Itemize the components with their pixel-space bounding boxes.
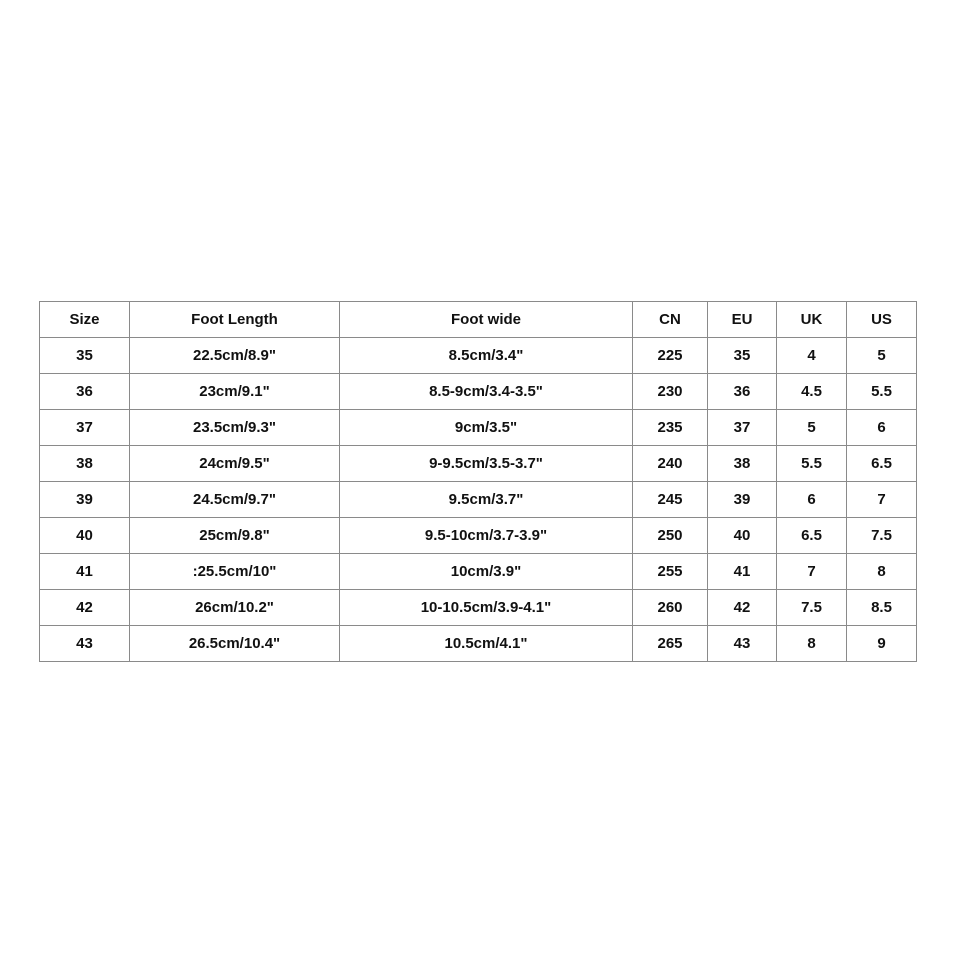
cell-eu: 35 — [708, 338, 777, 374]
table-row — [40, 374, 917, 410]
cell-foot-length: 26cm/10.2" — [130, 590, 340, 626]
cell-us: 9 — [847, 626, 917, 662]
cell-us: 5 — [847, 338, 917, 374]
table-row — [40, 554, 917, 590]
header-us: US — [847, 302, 917, 338]
cell-size: 43 — [40, 626, 130, 662]
cell-cn: 235 — [633, 410, 708, 446]
table-row — [40, 590, 917, 626]
table-row — [40, 338, 917, 374]
cell-us: 6 — [847, 410, 917, 446]
cell-eu: 40 — [708, 518, 777, 554]
cell-cn: 250 — [633, 518, 708, 554]
cell-foot-length: 25cm/9.8" — [130, 518, 340, 554]
cell-foot-length: 23cm/9.1" — [130, 374, 340, 410]
table-row — [40, 410, 917, 446]
cell-size: 38 — [40, 446, 130, 482]
cell-foot-length: 24cm/9.5" — [130, 446, 340, 482]
cell-foot-wide: 10.5cm/4.1" — [340, 626, 633, 662]
cell-uk: 5.5 — [777, 446, 847, 482]
header-eu: EU — [708, 302, 777, 338]
cell-size: 37 — [40, 410, 130, 446]
cell-cn: 245 — [633, 482, 708, 518]
cell-uk: 7 — [777, 554, 847, 590]
cell-us: 6.5 — [847, 446, 917, 482]
cell-size: 39 — [40, 482, 130, 518]
table-body — [40, 338, 917, 662]
table-row — [40, 482, 917, 518]
cell-us: 5.5 — [847, 374, 917, 410]
table-row — [40, 518, 917, 554]
cell-uk: 8 — [777, 626, 847, 662]
cell-uk: 7.5 — [777, 590, 847, 626]
header-foot-wide: Foot wide — [340, 302, 633, 338]
table-header-row — [40, 302, 917, 338]
cell-eu: 37 — [708, 410, 777, 446]
size-chart — [39, 301, 916, 662]
cell-uk: 6 — [777, 482, 847, 518]
cell-eu: 42 — [708, 590, 777, 626]
table-row — [40, 446, 917, 482]
cell-cn: 265 — [633, 626, 708, 662]
cell-eu: 38 — [708, 446, 777, 482]
cell-size: 40 — [40, 518, 130, 554]
cell-foot-wide: 9.5-10cm/3.7-3.9" — [340, 518, 633, 554]
cell-size: 35 — [40, 338, 130, 374]
cell-us: 8.5 — [847, 590, 917, 626]
cell-eu: 36 — [708, 374, 777, 410]
cell-cn: 255 — [633, 554, 708, 590]
cell-foot-length: 22.5cm/8.9" — [130, 338, 340, 374]
header-foot-length: Foot Length — [130, 302, 340, 338]
cell-us: 7 — [847, 482, 917, 518]
header-uk: UK — [777, 302, 847, 338]
cell-size: 42 — [40, 590, 130, 626]
cell-foot-length: 23.5cm/9.3" — [130, 410, 340, 446]
cell-foot-wide: 8.5-9cm/3.4-3.5" — [340, 374, 633, 410]
cell-uk: 4.5 — [777, 374, 847, 410]
cell-us: 8 — [847, 554, 917, 590]
cell-uk: 4 — [777, 338, 847, 374]
cell-cn: 260 — [633, 590, 708, 626]
cell-us: 7.5 — [847, 518, 917, 554]
header-cn: CN — [633, 302, 708, 338]
cell-foot-wide: 10-10.5cm/3.9-4.1" — [340, 590, 633, 626]
cell-size: 36 — [40, 374, 130, 410]
cell-foot-length: :25.5cm/10" — [130, 554, 340, 590]
cell-foot-wide: 10cm/3.9" — [340, 554, 633, 590]
cell-eu: 41 — [708, 554, 777, 590]
size-chart-table — [39, 301, 917, 662]
cell-cn: 230 — [633, 374, 708, 410]
cell-size: 41 — [40, 554, 130, 590]
cell-foot-wide: 9cm/3.5" — [340, 410, 633, 446]
cell-cn: 225 — [633, 338, 708, 374]
cell-uk: 5 — [777, 410, 847, 446]
cell-cn: 240 — [633, 446, 708, 482]
cell-foot-wide: 9-9.5cm/3.5-3.7" — [340, 446, 633, 482]
cell-foot-wide: 8.5cm/3.4" — [340, 338, 633, 374]
table-row — [40, 626, 917, 662]
cell-foot-wide: 9.5cm/3.7" — [340, 482, 633, 518]
cell-uk: 6.5 — [777, 518, 847, 554]
cell-eu: 39 — [708, 482, 777, 518]
cell-eu: 43 — [708, 626, 777, 662]
header-size: Size — [40, 302, 130, 338]
cell-foot-length: 24.5cm/9.7" — [130, 482, 340, 518]
cell-foot-length: 26.5cm/10.4" — [130, 626, 340, 662]
